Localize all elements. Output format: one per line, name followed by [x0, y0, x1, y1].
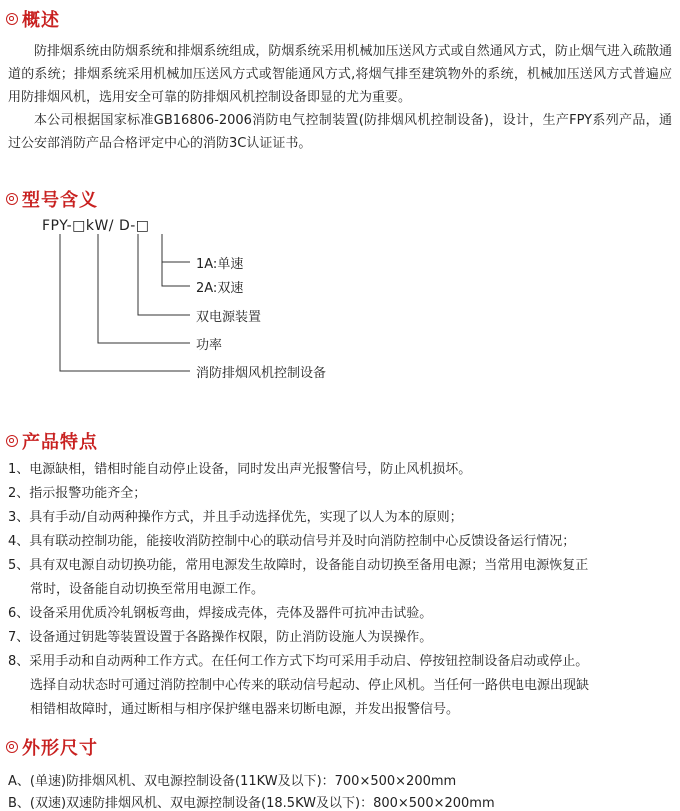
dimensions-title: 外形尺寸 — [22, 738, 98, 759]
feature-item: 2、指示报警功能齐全； — [8, 486, 147, 501]
feature-item: 4、具有联动控制功能，能接收消防控制中心的联动信号并及时向消防控制中心反馈设备运行情况； — [8, 534, 576, 549]
circle-bullet-icon — [6, 741, 18, 753]
feature-item-continuation: 常时，设备能自动切换至常用电源工作。 — [30, 582, 265, 597]
circle-bullet-icon — [6, 435, 18, 447]
feature-item: 7、设备通过钥匙等装置设置于各路操作权限，防止消防设施人为误操作。 — [8, 630, 433, 645]
features-title: 产品特点 — [22, 432, 98, 453]
feature-item: 5、具有双电源自动切换功能，常用电源发生故障时，设备能自动切换至备用电源；当常用电源恢复正 — [8, 558, 589, 573]
feature-item: 8、采用手动和自动两种工作方式。在任何工作方式下均可采用手动启、停按钮控制设备启动或停止。 — [8, 654, 589, 669]
model-code: FPY-□kW/ D-□ — [42, 218, 150, 234]
model-label-double-speed: 2A:双速 — [196, 281, 244, 296]
feature-item: 1、电源缺相，错相时能自动停止设备，同时发出声光报警信号，防止风机损坏。 — [8, 462, 472, 477]
model-label-controller: 消防排烟风机控制设备 — [196, 366, 327, 381]
section-title-dimensions — [6, 734, 98, 760]
model-label-single-speed: 1A:单速 — [196, 257, 244, 272]
feature-item: 6、设备采用优质冷轧钢板弯曲，焊接成壳体，壳体及器件可抗冲击试验。 — [8, 606, 433, 621]
overview-paragraph-2: 本公司根据国家标准GB16806-2006消防电气控制装置(防排烟风机控制设备)，设计，生产FPY系列产品，通过公安部消防产品合格评定中心的消防3C认证证书。 — [8, 113, 672, 151]
section-title-features — [6, 428, 98, 454]
feature-item-continuation: 相错相故障时，通过断相与相序保护继电器来切断电源，并发出报警信号。 — [30, 702, 460, 717]
dimension-item: B、(双速)双速防排烟风机、双电源控制设备(18.5KW及以下)：800×500×200mm — [8, 796, 495, 811]
feature-item: 3、具有手动/自动两种操作方式，并且手动选择优先，实现了以人为本的原则； — [8, 510, 463, 525]
model-label-power: 功率 — [196, 338, 223, 353]
feature-item-continuation: 选择自动状态时可通过消防控制中心传来的联动信号起动、停止风机。当任何一路供电电源出现缺 — [30, 678, 590, 693]
model-label-dual-power: 双电源装置 — [196, 310, 262, 325]
model-title: 型号含义 — [22, 190, 98, 211]
dimension-item: A、(单速)防排烟风机、双电源控制设备(11KW及以下)：700×500×200mm — [8, 774, 457, 789]
overview-paragraph-1: 防排烟系统由防烟系统和排烟系统组成，防烟系统采用机械加压送风方式或自然通风方式，防止烟气进入疏散通道的系统；排烟系统采用机械加压送风方式或智能通风方式,将烟气排至建筑物外的系统，机械加压送风方式普遍应用防排烟风机，选用安全可靠的防排烟风机控制设备即显的尤为重要。 — [8, 44, 672, 105]
overview-title: 概述 — [22, 10, 60, 31]
